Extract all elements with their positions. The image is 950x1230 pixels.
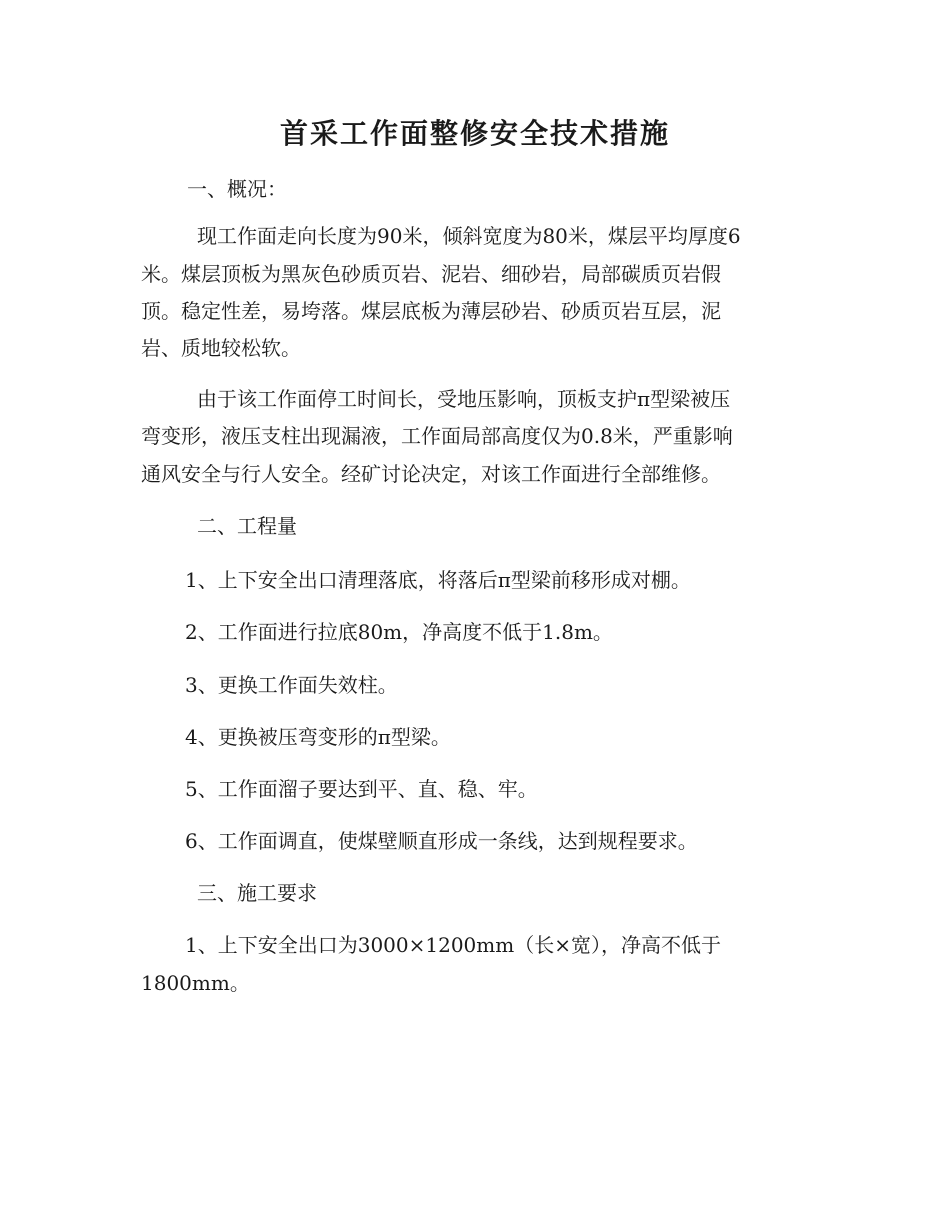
work-item-5: 5、工作面溜子要达到平、直、稳、牢。 [185,777,538,801]
overview-p1-line4: 岩、质地较松软。 [141,336,301,360]
overview-p2-line1: 由于该工作面停工时间长，受地压影响，顶板支护π型梁被压 [197,387,731,411]
work-item-2: 2、工作面进行拉底80m，净高度不低于1.8m。 [185,620,613,644]
requirements-heading: 三、施工要求 [197,881,317,905]
requirement-1-line1: 1、上下安全出口为3000×1200mm（长×宽），净高不低于 [185,933,721,957]
work-item-1: 1、上下安全出口清理落底，将落后π型梁前移形成对棚。 [185,568,691,592]
work-item-6: 6、工作面调直，使煤壁顺直形成一条线，达到规程要求。 [185,829,698,853]
overview-heading: 一、概况： [187,177,287,201]
overview-p2-line3: 通风安全与行人安全。经矿讨论决定，对该工作面进行全部维修。 [141,462,721,486]
overview-p2-line2: 弯变形，液压支柱出现漏液，工作面局部高度仅为0.8米，严重影响 [141,424,733,448]
requirement-1-line2: 1800mm。 [141,971,250,995]
work-heading: 二、工程量 [197,514,297,538]
overview-p1-line2: 米。煤层顶板为黑灰色砂质页岩、泥岩、细砂岩，局部碳质页岩假 [141,262,721,286]
overview-p1-line1: 现工作面走向长度为90米，倾斜宽度为80米，煤层平均厚度6 [197,224,741,248]
document-title: 首采工作面整修安全技术措施 [279,117,670,150]
work-item-4: 4、更换被压弯变形的π型梁。 [185,725,451,749]
work-item-3: 3、更换工作面失效柱。 [185,673,398,697]
overview-p1-line3: 顶。稳定性差，易垮落。煤层底板为薄层砂岩、砂质页岩互层，泥 [141,299,721,323]
